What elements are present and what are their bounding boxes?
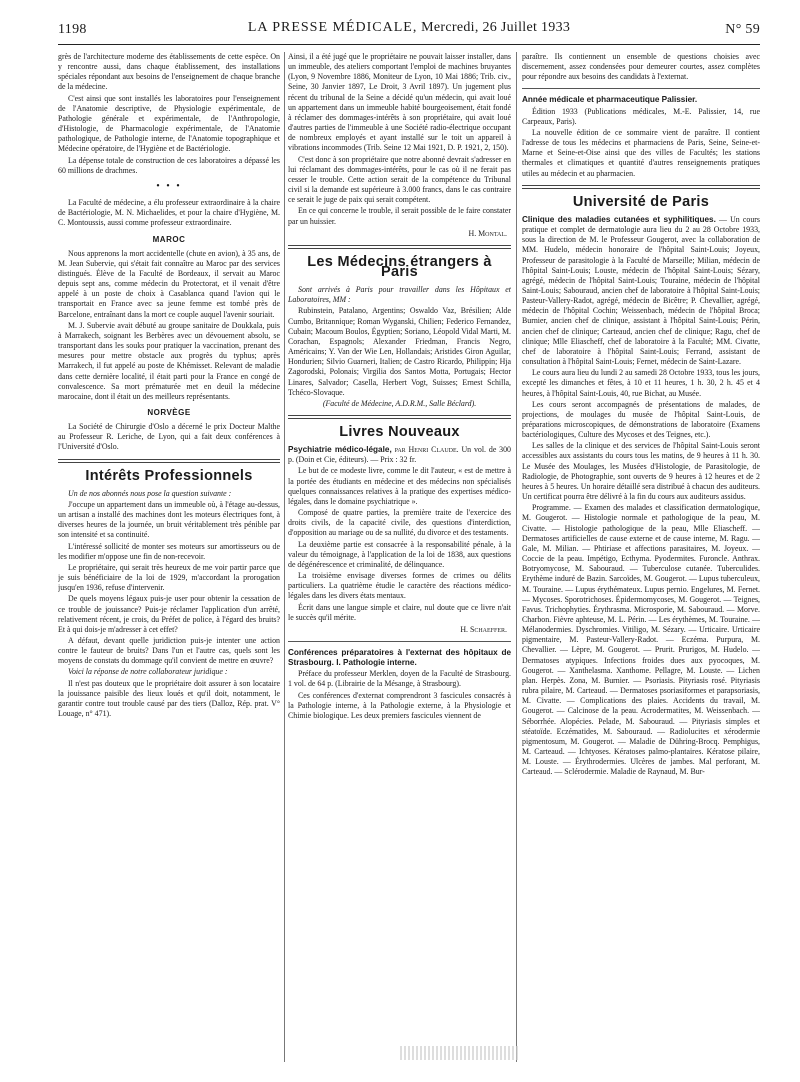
book-publication: Un vol. de 300 p. (Doin et Cie, éditeurs). — Prix : 32 fr. xyxy=(288,445,511,465)
paragraph: Programme. — Examen des malades et classification dermatologique, M. Gougerot. — Histologie normale et pathologique de la peau, M. Civatte. — Histologie pathologique de la peau, Mlle Eliascheff. — Dermatoses artificielles de cause externe et de cause interne, M. Ragu. — Gale, M. Milian. — Phtiriase et affections parasitaires, M. Joyeux. — Coccie de la peau. Impétigo, Ecthyma. Pyodermites. Furoncle. Anthrax. Botryomycose, M. Sabouraud. — Tuberculose cutanée. Tuberculides. Erythème induré de Bazin. Sarcoïdes, M. Gougerot. — Lupus tuberculeux, M. Touraine. — Lupus érythémateux. Lupus pernio. Engelures, M. Fernet. — Mycoses. Sporotrichoses. Épidermomycoses, M. Gougerot. — Teignes, Favus. Trichophyties. Érythrasma. Microsporie, M. Sabouraud. — Morve. Charbon. Fièvre aphteuse, M. L. Périn. — Les érythèmes, M. Touraine. — Mélanodermies. Dyschromies. Vitiligo, M. Sézary. — Urticaire. Urticaire pigmentaire, M. Pasteur-Vallery-Radot. — Eczéma. Purpura, M. Chevallier. — Lèpre, M. Gougerot. — Prurit. Prurigos, M. Hudelo. — Dermatoses atypiques. Infections froides dues aux pyocoques, M. Gougerot. — Xanthelasma. Xanthome. Pellagre, M. Louste. — Lichen plan. Herpès. Zona, M. Burnier. — Psoriasis. Pityriasis rosé. Pityriasis rubra pilaire, M. Carteaud. — Dermatoses psoriasiformes et parapsoriasis, M. Civatte. — Complications des plaies. Accidents du travail, M. Gougerot. — Calcinose de la peau. Acrodermatites, M. Weissenbach. — Séborrhée. Alopécies. Pelade, M. Sabouraud. — Pityriasis simples et stéatoïde. Eczématides, M. Sabouraud. — Radiolucites et xérodermie pigmentosum, M. Gougerot. — Maladie de Dühring-Brocq. Pemphigus, M. Carteaud. — Ichtyoses. Kératoses palmo-plantaires. Kératose pilaire, M. Louste. — Érythrodermies. Ulcères de jambes. Mal perforant, M. Carteaud. — Sclérodermie. Maladie de Raynaud, M. Bur- xyxy=(522,503,760,777)
signature: H. Montal. xyxy=(468,228,507,238)
print-smudge xyxy=(400,1046,520,1060)
book-publication: Édition 1933 (Publications médicales, M.-E. Palissier, 14, rue Carpeaux, Paris). xyxy=(522,106,760,126)
paragraph: Rubinstein, Patalano, Argentins; Oswaldo Vaz, Brésilien; Alde Cumbo, Britannique; Roman Wyganski, Chilien; Federico Fernandez, Cubain; Macoum Boulos, Égyptien; Soriano, Léopold Vidal Marti, M. Corachan, Espagnols; Alexander Friedman, Francis Negro, Américains; Y. Van der Wie Len, Hollandais; Aristides Giron Aguilar, Hondurien; Silvio Guarneri, Italien; de Castro Ricardo, Philippin; Hja Zagorodski, Polonais; Virgilia dos Santos Motta, Portugais; Hector Linares, Salvador; Casella, Herbert Vogt, Suisses; Ernest Schilla, Tchéco-Slovaque. xyxy=(288,306,511,397)
paragraph: Les cours seront accompagnés de présentations de malades, de projections, de moulages du musée de l'hôpital Saint-Louis, de préparations microscopiques, de démonstrations de laboratoire (Examens bactériologiques, Culture des Mycoses et des Teignes, etc.). xyxy=(522,399,760,440)
issue-date: Mercredi, 26 Juillet 1933 xyxy=(421,20,571,35)
section-rule xyxy=(522,185,760,189)
paragraph: Écrit dans une langue simple et claire, nul doute que ce livre n'ait le succès qu'il mérite. xyxy=(288,602,511,622)
section-separator: • • • xyxy=(156,180,182,192)
paragraph: La nouvelle édition de ce sommaire vient de paraître. Il contient l'adresse de tous les médecins et pharmaciens de Paris, Seine, Seine-et-Marne et Seine-et-Oise ainsi que des villes de Facultés; les stations thermales et climatiques et quantité d'autres renseignements pratiques utiles au médecin et au pharmacien. xyxy=(522,127,760,178)
book-title: Année médicale et pharmaceutique Palissier. xyxy=(522,95,698,105)
section-title-interets: Intérêts Professionnels xyxy=(85,467,253,484)
subheading-maroc: MAROC xyxy=(152,234,186,244)
section-title-universite: Université de Paris xyxy=(572,193,710,210)
paragraph: Il n'est pas douteux que le propriétaire doit assurer à son locataire la jouissance paisible des lieux loués et qu'il doit, notamment, le garantir contre tout trouble causé par des tiers (Dalloz, Rép. prat. V° Louage, n° 471). xyxy=(58,678,280,719)
book-author: par Henri Claude. xyxy=(394,445,459,455)
paragraph: Les salles de la clinique et des services de l'hôpital Saint-Louis seront accessibles aux assistants du cours tous les matins, de 9 heures à 11 h. 30. Le Musée des Moulages, les Musées d'Histologie, de Parasitologie, de Radiologie, de Photographie, sont ouverts de 9 heures à 12 heures et de 2 heures à 5 heures. Un horaire détaillé sera distribué à chacun des auditeurs. Un certificat pourra être délivré à la fin du cours aux auditeurs assidus. xyxy=(522,441,760,502)
paragraph: Le but de ce modeste livre, comme le dit l'auteur, « est de mettre à la portée des étudiants en médecine et des médecins non spécialisés quelques connaissances relatives à la pratique des expertises médico-légales, dans le domaine psychiatrique ». xyxy=(288,466,511,506)
separator-rule xyxy=(522,88,760,89)
lead-text: Sont arrivés à Paris pour travailler dans les Hôpitaux et Laboratoires, MM : xyxy=(288,285,511,305)
paragraph: — Un cours pratique et complet de dermatologie aura lieu du 2 au 28 Octobre 1933, sous la direction de M. le Professeur Gougerot, avec la collaboration de MM. Hudelo, médecin honoraire de l'hôpital Saint-Louis; Joyeux, Professeur de parasitologie à la Faculté de Marseille; Milian, médecin de l'hôpital Saint-Louis; Louste, médecin de l'hôpital Saint-Louis; Sézary, agrégé, médecin de l'hôpital Saint-Louis; Touraine, médecin de l'hôpital Saint-Louis; Sabouraud, ancien chef de laboratoire à l'hôpital Saint-Louis; Pasteur-Vallery-Radot, agrégé, médecin de Bicêtre; P. Chevallier, agrégé, médecin de l'hôpital Cochin; Weissenbach, médecin de l'hôpital Broca; Burnier, ancien chef de clinique, assistant à l'hôpital Saint-Louis; Périn, ancien chef de clinique; Carteaud, ancien chef de clinique; Ragu, chef de clinique; Mlle Eliascheff, chef de laboratoire à la Faculté; MM. Civatte, chef de laboratoire à l'hôpital Saint-Louis; Ferrand, assistant de consultation à l'hôpital Saint-Louis; Fernet, médecin de Saint-Lazare. xyxy=(522,214,760,367)
paragraph: A défaut, devant quelle juridiction puis-je intenter une action contre le fauteur de bruits? Dans l'un et l'autre cas, quels sont les moyens de constats du dommage qu'il convient de mettre en œuvre? xyxy=(58,635,280,666)
page-number: 1198 xyxy=(58,22,87,37)
paragraph: J'occupe un appartement dans un immeuble où, à l'étage au-dessus, un artisan a installé des machines dont les moteurs électriques font, à diverses heures de la journée, un bruit véritablement très pénible par son intensité et sa continuité. xyxy=(58,499,280,540)
paragraph: En ce qui concerne le trouble, il serait possible de le faire constater par un huissier. xyxy=(288,206,511,226)
section-title-livres: Livres Nouveaux xyxy=(339,424,460,440)
paragraph: La dépense totale de construction de ces laboratoires a dépassé les 60 millions de drachmes. xyxy=(58,155,280,175)
paragraph: L'intéressé sollicité de monter ses moteurs sur amortisseurs ou de les modifier m'oppose une fin de non-recevoir. xyxy=(58,541,280,561)
book-title: Psychiatrie médico-légale, xyxy=(288,445,392,455)
paragraph: Ces conférences d'externat comprendront 3 fascicules consacrés à la Pathologie interne, à la Pathologie externe, à la Physiologie et Chimie biologique. Les deux premiers fascicules viennent de xyxy=(288,690,511,720)
paragraph: grès de l'architecture moderne des établissements de cette espèce. On y rencontre aussi, dans chaque établissement, des installations spéciales répondant aux besoins de l'enseignement de chaque branche de la médecine. xyxy=(58,52,280,92)
column-divider xyxy=(516,52,517,1062)
journal-title: LA PRESSE MÉDICALE, xyxy=(247,20,418,35)
section-rule xyxy=(288,245,511,249)
section-title-etrangers: Les Médecins étrangers à Paris xyxy=(307,253,492,280)
paragraph: Le cours aura lieu du lundi 2 au samedi 28 Octobre 1933, tous les jours, excepté les dimanches et fêtes, à 10 et 11 heures, 1 h. 30, 2 h. 45 et 4 heures, à l'hôpital Saint-Louis, 40, rue Bichat, au Musée. xyxy=(522,368,760,398)
book-publication: Préface du professeur Merklen, doyen de la Faculté de Strasbourg. 1 vol. de 64 p. (Librairie de la Mésange, à Strasbourg). xyxy=(288,669,511,689)
lead-answer: Voici la réponse de notre collaborateur juridique : xyxy=(68,667,228,677)
issue-number: N° 59 xyxy=(725,22,760,37)
paragraph: Composé de quatre parties, la première traite de l'exercice des droits civils, de la capacité civile, des questions d'interdiction, d'opposition au mariage ou de sa nullité, du divorce et des testaments. xyxy=(288,508,511,538)
section-rule xyxy=(288,415,511,419)
lead-question: Un de nos abonnés nous pose la question suivante : xyxy=(68,488,232,498)
paragraph: La deuxième partie est consacrée à la responsabilité pénale, à la valeur du témoignage, à l'application de la loi de 1838, aux questions de dégénérescence et criminalité, de délinquance. xyxy=(288,539,511,569)
paragraph: La troisième envisage diverses formes de crimes ou délits particuliers. La quatrième étudie le caractère des réactions médico-légales dans les divers états mentaux. xyxy=(288,571,511,601)
paragraph: Le propriétaire, qui serait très heureux de me voir partir parce que je suis bénéficiaire de la loi de 1929, m'accordant la prorogation jusqu'en 1936, refuse d'intervenir. xyxy=(58,562,280,593)
paragraph: M. J. Subervie avait débuté au groupe sanitaire de Doukkala, puis à Marrakech, soignant les Berbères avec un dévouement absolu, se transportant dans les souks pour pratiquer la vaccination, prenant des mesures pour mettre obstacle aux progrès du typhus; après Marrakech, il fut appelé au poste de Khémisset. Relevant de maladie dans cette dernière localité, il était parti pour la France en congé de convalescence. Sa mort prématurée met en deuil la médecine marocaine, dont il était un des meilleurs représentants. xyxy=(58,320,280,401)
paragraph: La Société de Chirurgie d'Oslo a décerné le prix Docteur Malthe au Professeur R. Leriche, de Lyon, qui a fait deux conférences à l'Université d'Oslo. xyxy=(58,422,280,452)
separator-rule xyxy=(288,641,511,642)
paragraph: C'est ainsi que sont installés les laboratoires pour l'enseignement de l'Anatomie descriptive, de Physiologie expérimentale, de Pathologie générale et expérimentale, de l'Anthropologie, d'Histologie, de Pharmacologie expérimentale, de l'Anatomie pathologique, de Pathologie interne, de l'Anatomie topographique et Médecine opératoire, de l'Hygiène et de Bactériologie. xyxy=(58,93,280,154)
paragraph: paraître. Ils contiennent un ensemble de questions choisies avec discernement, assez condensées pour demeurer courtes, assez complètes pour répondre aux besoins des candidats à l'externat. xyxy=(522,52,760,82)
header-rule xyxy=(58,44,760,45)
masthead xyxy=(58,20,760,36)
paragraph: C'est donc à son propriétaire que notre abonné devrait s'adresser en lui réclamant des dommages-intérêts, pour le cas où il ne ferait pas cesser le trouble. Cette action serait de la compétence du Tribunal civil si la demande est supérieure à 3.000 francs, dans le cas contraire ce serait le juge de paix qui serait compétent. xyxy=(288,154,511,205)
column-2 xyxy=(288,52,511,1062)
paragraph: Nous apprenons la mort accidentelle (chute en avion), à 35 ans, de M. Jean Subervie, qui s'était fait connaître au Maroc par des services distingués. Élève de la Faculté de Bordeaux, il servait au Maroc depuis sept ans, comme médecin du Protectorat, et il venait d'être appelé à un poste de choix à Casablanca quand l'avion qui le transportait en France avec sa jeune femme est tombé près de Barcelone, entraînant dans la mort ce couple auquel l'avenir souriait. xyxy=(58,248,280,319)
column-divider xyxy=(284,52,285,1062)
signature: H. Schaeffer. xyxy=(460,624,507,634)
book-title: Conférences préparatoires à l'externat des hôpitaux de Strasbourg. I. Pathologie interne. xyxy=(288,647,511,668)
subheading-norvege: NORVÈGE xyxy=(147,408,191,417)
section-rule xyxy=(58,459,280,463)
paragraph: Ainsi, il a été jugé que le propriétaire ne pouvait laisser installer, dans un immeuble, des ateliers comportant l'emploi de machines bruyantes (Lyon, 9 Novembre 1886, Moniteur de Lyon, 10 Mai 1886; Trib. civ., Seine, 30 Janvier 1897, Le Droit, 3 Avril 1897). Un jugement plus récent du tribunal de la Seine a décidé qu'un médecin, qui avait loué un appartement dans un immeuble habité bourgeoisement, était fondé à réclamer des dommages-intérêts à son propriétaire, qui avait loué d'autres parties de l'immeuble à une Société radio-électrique occupant de nombreux employés et ayant installé sur le toit un appareil à vibrations incommodes (Trib. Seine 12 Mai 1921, D. P. 1921, 2, 150). xyxy=(288,52,511,153)
column-3 xyxy=(522,52,760,1062)
paragraph: La Faculté de médecine, a élu professeur extraordinaire à la chaire de Bactériologie, M. N. Michaelides, et pour la chaire d'Hygiène, M. C. Montoussis, aussi comme professeur extraordinaire. xyxy=(58,198,280,228)
paragraph: De quels moyens légaux puis-je user pour obtenir la cessation de ce trouble de jouissance? Puis-je réclamer l'application d'un arrêté, relativement récent, je crois, du Préfet de police, à l'égard des bruits? Et à qui dois-je m'adresser à cet effet? xyxy=(58,594,280,634)
clinic-title: Clinique des maladies cutanées et syphilitiques. xyxy=(522,214,716,224)
page-header xyxy=(58,20,760,42)
source-line: (Faculté de Médecine, A.D.R.M., Salle Béclard). xyxy=(322,398,477,408)
column-1 xyxy=(58,52,280,1062)
